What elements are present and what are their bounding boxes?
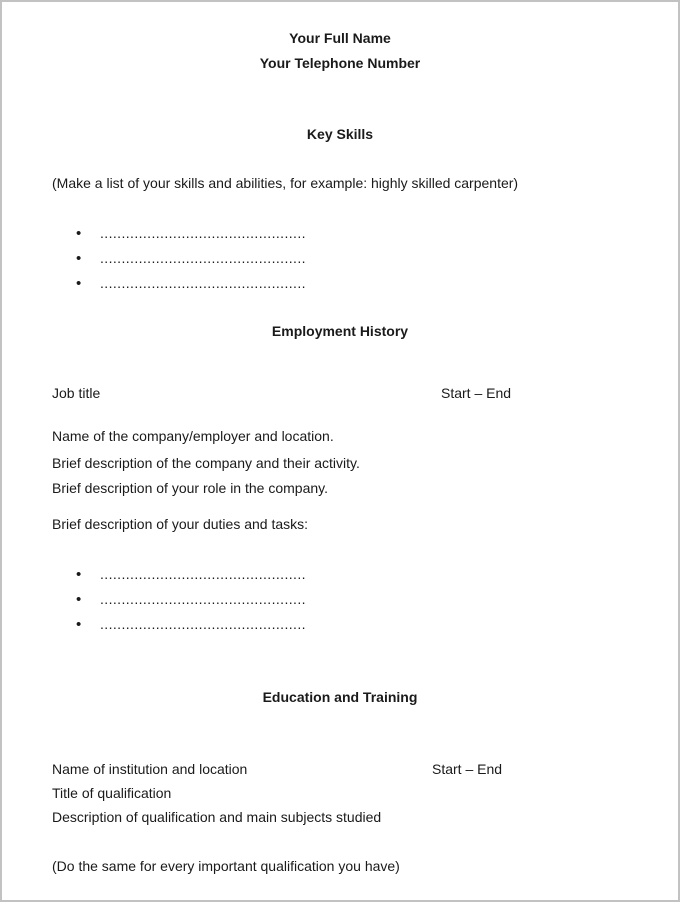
skills-bullet-dots: ................................................ — [100, 275, 306, 291]
bullet-icon: • — [76, 566, 82, 583]
key-skills-heading: Key Skills — [306, 126, 374, 142]
job-title-label: Job title — [52, 385, 101, 401]
company-name-line: Name of the company/employer and location. — [52, 428, 334, 444]
institution-label: Name of institution and location — [52, 761, 248, 777]
bullet-icon: • — [76, 275, 82, 292]
full-name-heading: Your Full Name — [289, 30, 391, 46]
education-date-range: Start – End — [432, 761, 503, 777]
employment-job-row — [2, 381, 678, 406]
duties-bullet-dots: ................................................ — [100, 616, 306, 632]
education-note-line: (Do the same for every important qualification you have) — [52, 858, 400, 874]
duties-bullet-item — [2, 562, 678, 587]
key-skills-hint: (Make a list of your skills and abilities, for example: highly skilled carpenter) — [52, 175, 519, 191]
employment-history-heading: Employment History — [271, 323, 409, 339]
bullet-icon: • — [76, 225, 82, 242]
bullet-icon: • — [76, 591, 82, 608]
education-training-heading: Education and Training — [262, 689, 418, 705]
employment-date-range: Start – End — [441, 385, 512, 401]
duties-bullet-item — [2, 612, 678, 637]
skills-bullet-item — [2, 221, 678, 246]
qualification-description-line: Description of qualification and main subjects studied — [52, 809, 382, 825]
qualification-title-line: Title of qualification — [52, 785, 172, 801]
company-role-line: Brief description of your role in the company. — [52, 480, 328, 496]
telephone-heading: Your Telephone Number — [259, 55, 421, 71]
bullet-icon: • — [76, 250, 82, 267]
skills-bullet-item — [2, 246, 678, 271]
duties-bullet-item — [2, 587, 678, 612]
education-institution-row — [2, 757, 678, 781]
skills-bullet-item — [2, 271, 678, 296]
bullet-icon: • — [76, 616, 82, 633]
skills-bullet-dots: ................................................ — [100, 250, 306, 266]
duties-intro-line: Brief description of your duties and tasks: — [52, 516, 309, 532]
duties-bullet-dots: ................................................ — [100, 566, 306, 582]
skills-bullet-dots: ................................................ — [100, 225, 306, 241]
company-activity-line: Brief description of the company and their activity. — [52, 455, 360, 471]
duties-bullet-dots: ................................................ — [100, 591, 306, 607]
